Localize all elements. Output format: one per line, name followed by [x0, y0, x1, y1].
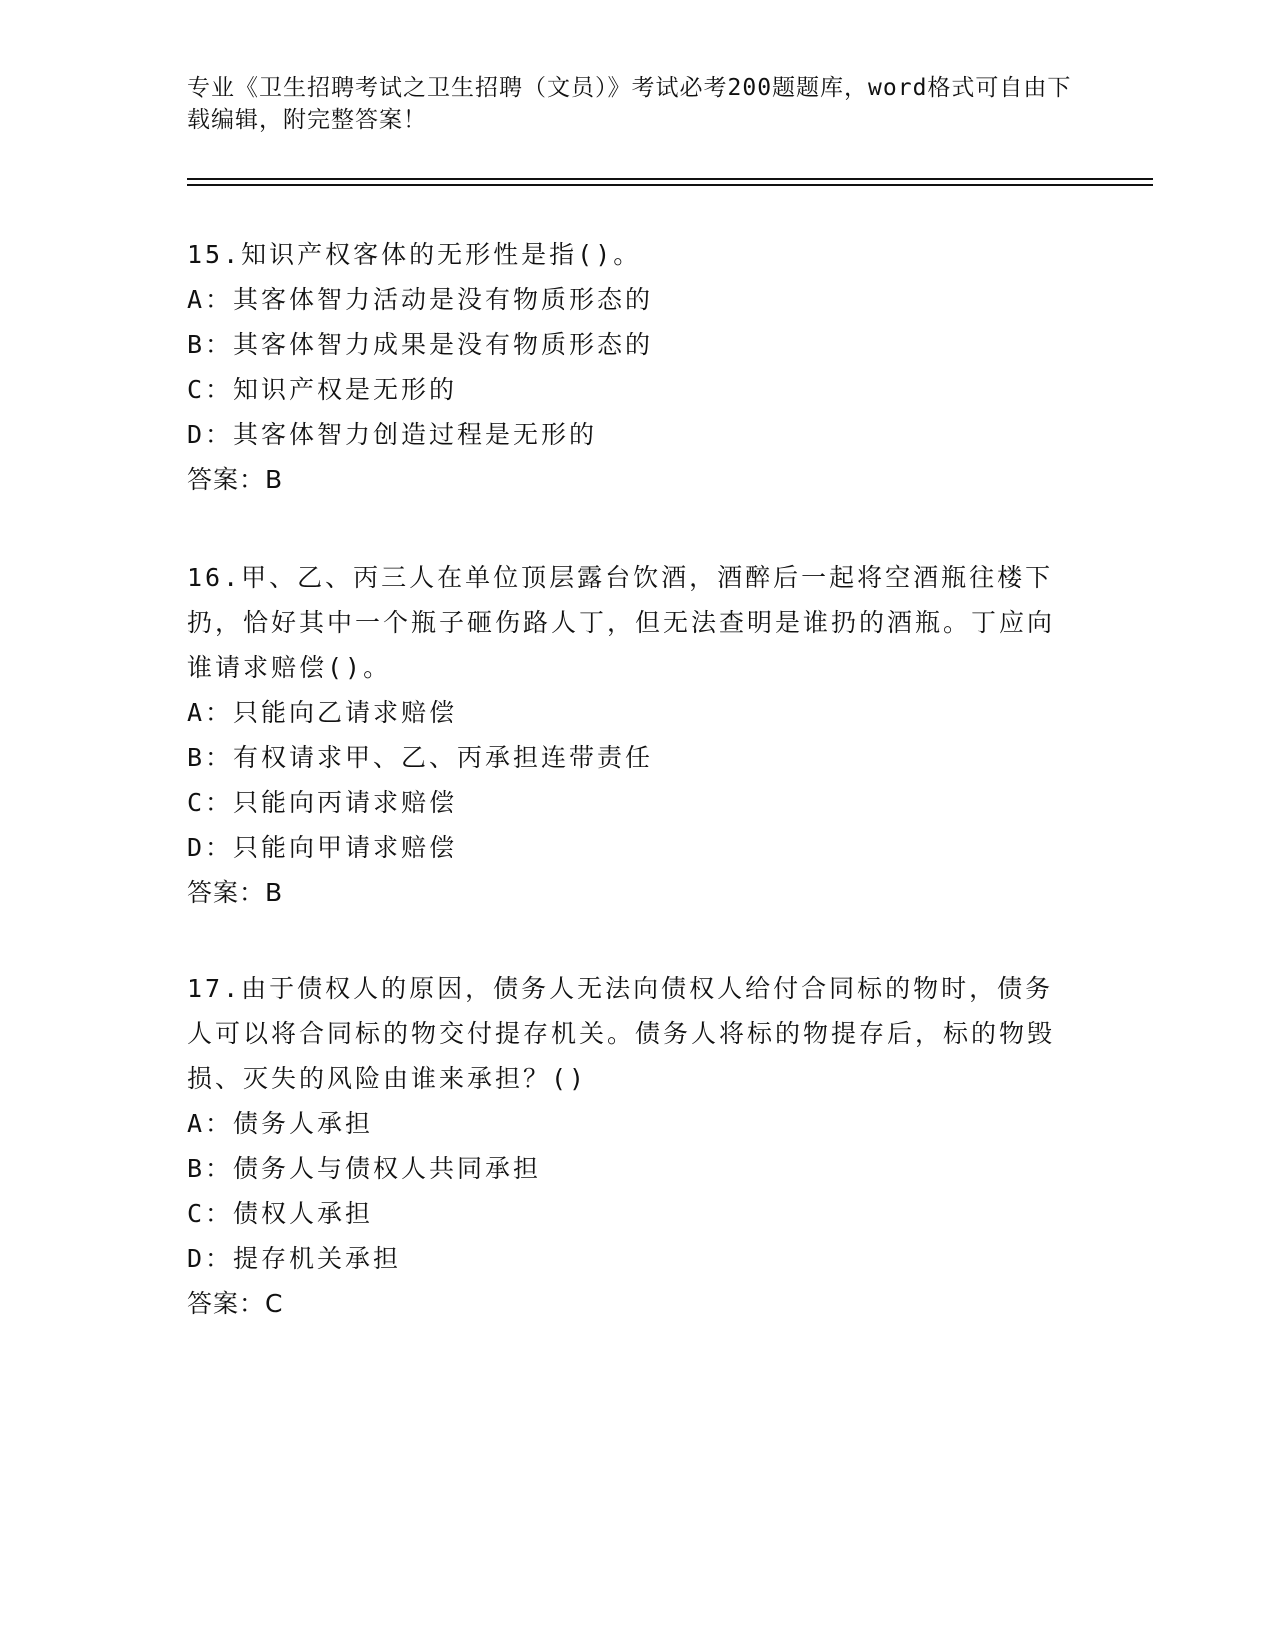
- question-block: [187, 555, 1077, 915]
- option-b: B：债务人与债权人共同承担: [187, 1154, 542, 1183]
- header-divider-bottom: [187, 184, 1153, 186]
- answer-label: 答案：C: [187, 1289, 284, 1318]
- question-stem: 15.知识产权客体的无形性是指()。: [187, 240, 642, 269]
- option-d: D：其客体智力创造过程是无形的: [187, 420, 598, 449]
- option-b: B：有权请求甲、乙、丙承担连带责任: [187, 743, 654, 772]
- option-a: A：债务人承担: [187, 1109, 374, 1138]
- header-divider-top: [187, 178, 1153, 180]
- option-b: B：其客体智力成果是没有物质形态的: [187, 330, 654, 359]
- question-stem: 17.由于债权人的原因，债务人无法向债权人给付合同标的物时，债务人可以将合同标的物交付提存机关。债务人将标的物提存后，标的物毁损、灭失的风险由谁来承担？(): [187, 974, 1056, 1093]
- question-block: [187, 966, 1077, 1326]
- answer-label: 答案：B: [187, 465, 284, 494]
- option-a: A：只能向乙请求赔偿: [187, 698, 458, 727]
- option-d: D：提存机关承担: [187, 1244, 402, 1273]
- option-c: C：知识产权是无形的: [187, 375, 458, 404]
- question-stem: 16.甲、乙、丙三人在单位顶层露台饮酒，酒醉后一起将空酒瓶往楼下扔，恰好其中一个瓶子砸伤路人丁，但无法查明是谁扔的酒瓶。丁应向谁请求赔偿()。: [187, 563, 1056, 682]
- option-c: C：债权人承担: [187, 1199, 374, 1228]
- option-c: C：只能向丙请求赔偿: [187, 788, 458, 817]
- answer-label: 答案：B: [187, 878, 284, 907]
- option-d: D：只能向甲请求赔偿: [187, 833, 458, 862]
- question-block: [187, 232, 1077, 502]
- document-header: 专业《卫生招聘考试之卫生招聘（文员）》考试必考200题题库，word格式可自由下载编辑，附完整答案！: [187, 75, 1072, 133]
- option-a: A：其客体智力活动是没有物质形态的: [187, 285, 654, 314]
